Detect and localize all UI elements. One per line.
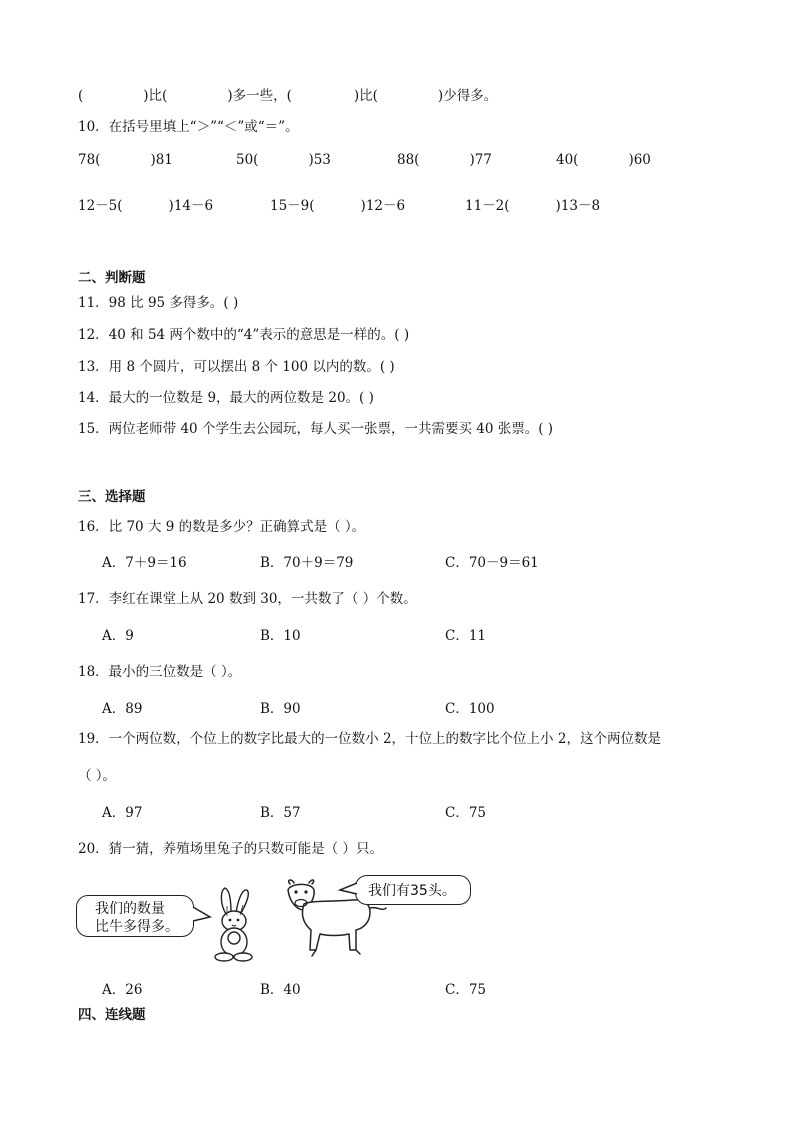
compare-left: 88( (397, 152, 420, 168)
question-19-cont: （ ）。 (78, 768, 117, 784)
option-a: A．26 (102, 982, 143, 998)
option-c: C．70－9＝61 (445, 555, 539, 571)
compare-right: )12－6 (360, 198, 406, 214)
option-b: B．70＋9＝79 (260, 555, 354, 571)
compare-left: 15－9( (270, 198, 315, 214)
question-item: 13．用 8 个圆片，可以摆出 8 个 100 以内的数。( ) (78, 359, 395, 375)
option-c: C．100 (445, 701, 495, 717)
option-c: C．75 (445, 805, 487, 821)
question-16: 16．比 70 大 9 的数是多少？正确算式是（ ）。 (78, 519, 366, 535)
compare-right: )81 (150, 152, 173, 168)
option-a: A．97 (102, 805, 143, 821)
bubble-line: 我们的数量 (95, 901, 165, 917)
section-title: 二、判断题 (78, 270, 146, 286)
question-20: 20．猜一猜，养殖场里兔子的只数可能是（ ）只。 (78, 841, 383, 857)
blank-line-top (78, 84, 497, 104)
rabbit-icon (210, 886, 260, 964)
section-title: 四、连线题 (78, 1007, 146, 1023)
compare-left: 50( (236, 152, 259, 168)
option-a: A．9 (102, 628, 134, 644)
compare-item (556, 152, 651, 168)
option-b: B．10 (260, 628, 301, 644)
compare-left: 78( (78, 152, 101, 168)
compare-item (78, 152, 173, 168)
compare-left: 40( (556, 152, 579, 168)
text-fragment: )多一些，( (227, 88, 292, 104)
question-item: 11．98 比 95 多得多。( ) (78, 295, 239, 311)
bubble-tail-icon (337, 880, 359, 900)
text-fragment: )比( (143, 88, 168, 104)
speech-bubble-cow (355, 875, 471, 905)
compare-item (78, 194, 213, 214)
question-10-prompt: 10．在括号里填上“＞”“＜”或“＝”。 (78, 119, 299, 135)
option-b: B．40 (260, 982, 301, 998)
option-c: C．75 (445, 982, 487, 998)
compare-right: )53 (308, 152, 331, 168)
option-a: A．89 (102, 701, 143, 717)
compare-item (236, 152, 331, 168)
question-17: 17．李红在课堂上从 20 数到 30，一共数了（ ）个数。 (78, 591, 417, 607)
option-c: C．11 (445, 628, 487, 644)
option-a: A．7＋9＝16 (102, 555, 187, 571)
text-fragment: )比( (353, 88, 378, 104)
question-18: 18．最小的三位数是（ ）。 (78, 664, 242, 680)
bubble-line: 我们有35头。 (368, 883, 456, 899)
question-item: 15．两位老师带 40 个学生去公园玩，每人买一张票，一共需要买 40 张票。( ) (78, 421, 554, 437)
compare-right: )77 (469, 152, 492, 168)
question-item: 12．40 和 54 两个数中的“4”表示的意思是一样的。( ) (78, 327, 410, 343)
speech-bubble-rabbit (76, 895, 194, 937)
option-b: B．57 (260, 805, 301, 821)
bubble-tail-icon (190, 905, 212, 925)
option-b: B．90 (260, 701, 301, 717)
text-fragment: )少得多。 (437, 88, 498, 104)
compare-item (397, 152, 492, 168)
paren-open: ( (78, 88, 84, 104)
compare-right: )13－8 (555, 198, 601, 214)
compare-right: )60 (628, 152, 651, 168)
compare-item (465, 194, 600, 214)
question-item: 14．最大的一位数是 9，最大的两位数是 20。( ) (78, 390, 374, 406)
compare-left: 12－5( (78, 198, 123, 214)
bubble-line: 比牛多得多。 (95, 919, 179, 935)
compare-item (270, 194, 405, 214)
compare-right: )14－6 (168, 198, 214, 214)
compare-left: 11－2( (465, 198, 510, 214)
section-title: 三、选择题 (78, 489, 146, 505)
question-19: 19．一个两位数，个位上的数字比最大的一位数小 2，十位上的数字比个位上小 2，这个两位数是 (78, 731, 661, 747)
